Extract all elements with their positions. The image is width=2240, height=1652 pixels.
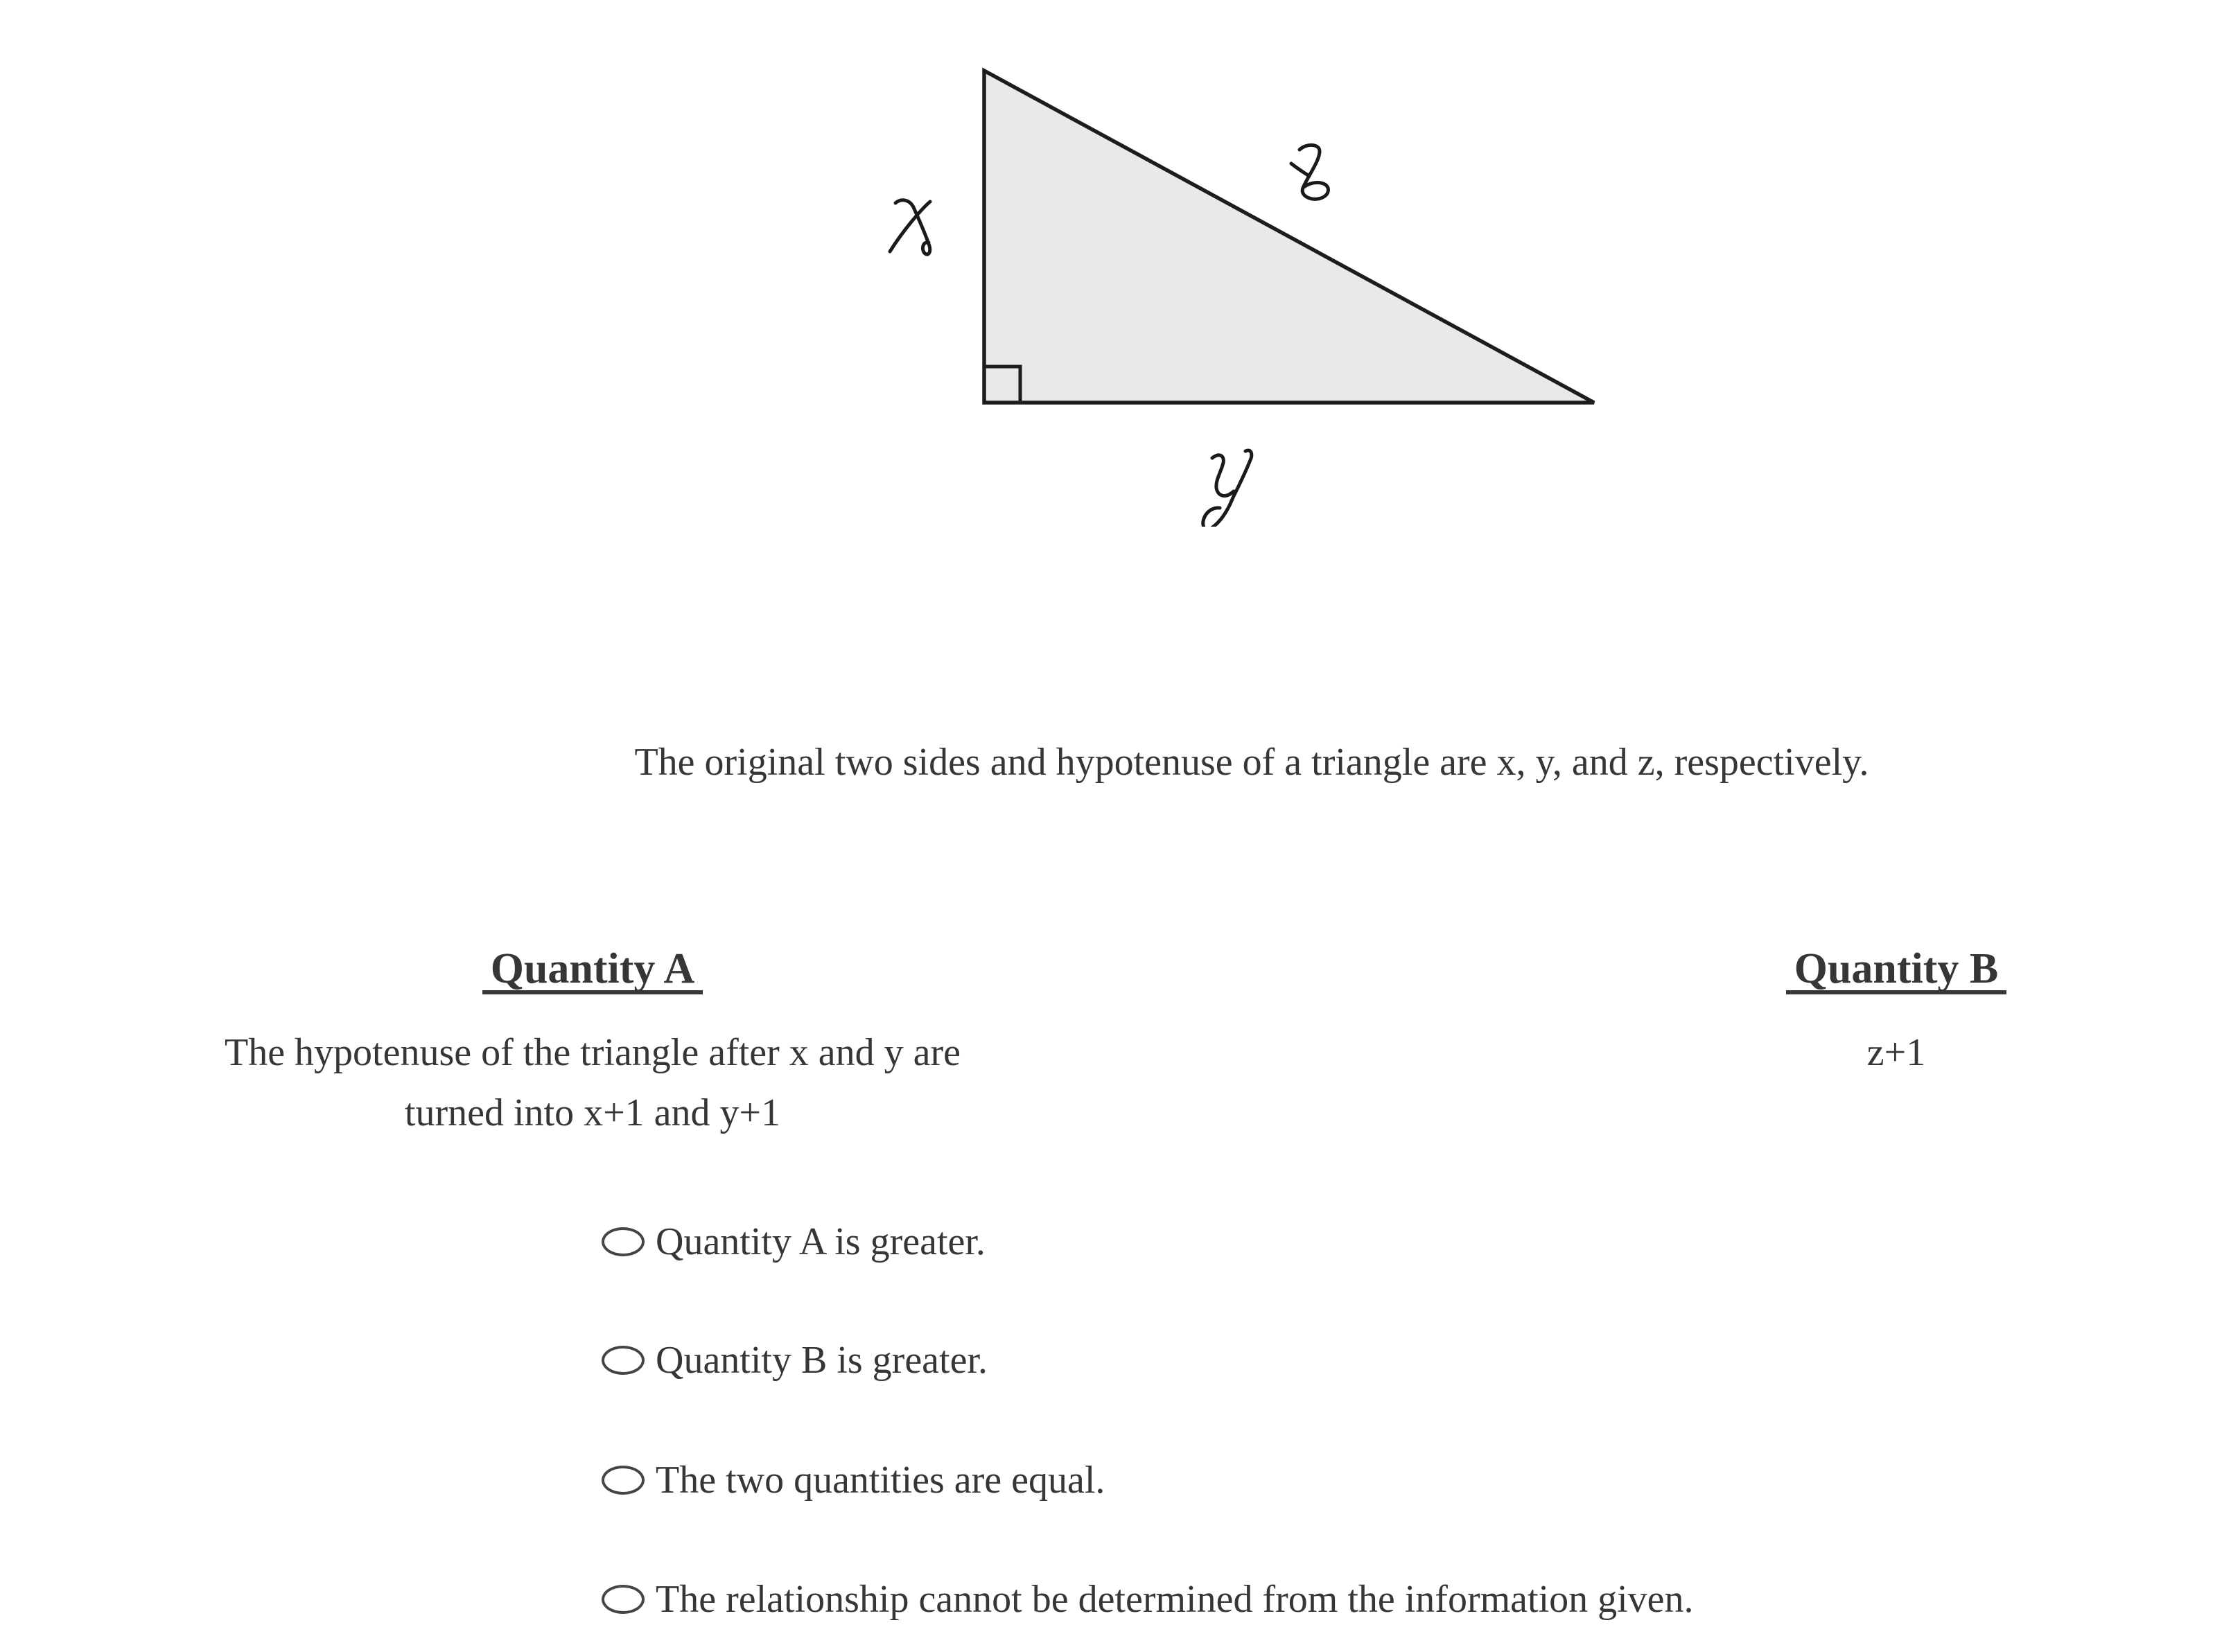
base-label-y-handwritten-icon	[1203, 450, 1252, 527]
option-quantity-a-greater[interactable]	[602, 1215, 986, 1268]
radio-option-4[interactable]	[602, 1585, 645, 1614]
radio-option-1[interactable]	[602, 1227, 645, 1256]
right-triangle-shape	[984, 71, 1594, 403]
option-label-3: The two quantities are equal.	[656, 1459, 1105, 1502]
quantity-b-value: z+1	[1866, 1031, 1926, 1074]
triangle-figure	[866, 42, 1663, 527]
option-label-4: The relationship cannot be determined from the information given.	[656, 1578, 1694, 1621]
radio-option-2[interactable]	[602, 1346, 645, 1375]
quantity-a-text-line-1: The hypotenuse of the triangle after x and y are	[224, 1031, 961, 1074]
option-quantity-b-greater[interactable]	[602, 1334, 988, 1387]
side-label-x-handwritten-icon	[890, 200, 930, 254]
option-cannot-be-determined[interactable]	[602, 1573, 1694, 1626]
option-label-1: Quantity A is greater.	[656, 1220, 986, 1263]
problem-statement: The original two sides and hypotenuse of a triangle are x, y, and z, respectively.	[634, 741, 1869, 784]
quantity-b-header-line	[1688, 947, 2104, 1006]
radio-option-3[interactable]	[602, 1466, 645, 1495]
quantity-b-header: Quantity B	[1786, 947, 2007, 994]
option-label-2: Quantity B is greater.	[656, 1339, 988, 1382]
quantity-a-header-line	[156, 947, 1029, 1006]
quantity-b-block	[1688, 947, 2104, 1083]
quantity-a-block	[156, 947, 1029, 1143]
quantity-a-text-line-2: turned into x+1 and y+1	[404, 1091, 781, 1134]
hypotenuse-label-z-handwritten-icon	[1291, 145, 1328, 199]
quantity-a-header: Quantity A	[482, 947, 703, 994]
option-quantities-equal[interactable]	[602, 1454, 1105, 1506]
